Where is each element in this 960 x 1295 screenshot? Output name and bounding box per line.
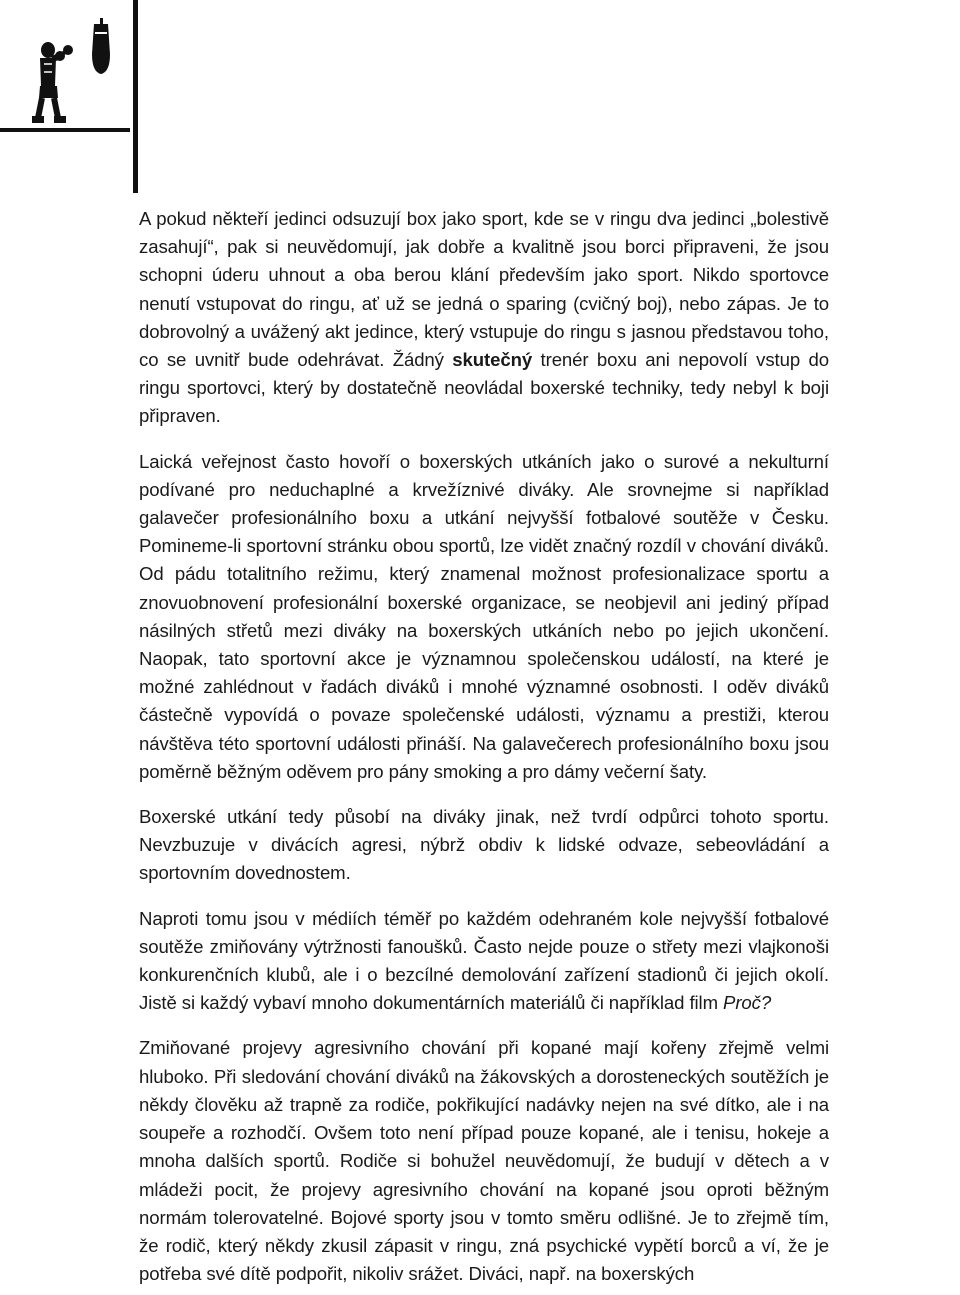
paragraph-4-text: Naproti tomu jsou v médiích téměř po každém odehraném kole nejvyšší fotbalové soutěže zmiňovány výtržnosti fanoušků. Často nejde pouze o střety mezi vlajkonoši konkurenčních klubů, ale i o bezcílné demolování zařízení stadionů či jejich okolí. Jistě si každý vybaví mnoho dokumentárních materiálů či například film (139, 907, 829, 1014)
paragraph-3: Boxerské utkání tedy působí na diváky jinak, než tvrdí odpůrci tohoto sportu. Nevzbuzuje v divácích agresi, nýbrž obdiv k lidské odvaze, sebeovládání a sportovním dovednostem. (139, 806, 829, 884)
article-body (139, 205, 829, 1288)
paragraph-1 (139, 205, 829, 431)
paragraph-2: Laická veřejnost často hovoří o boxerských utkáních jako o surové a nekulturní podívané pro neduchaplné a krvežíznivé diváky. Ale srovnejme si například galavečer profesionálního boxu a utkání nejvyšší fotbalové soutěže v Česku. Pomineme-li sportovní stránku obou sportů, lze vidět značný rozdíl v chování diváků. Od pádu totalitního režimu, který znamenal možnost profesionalizace sportu a znovuobnovení profesionální boxerské organizace, se neobjevil ani jediný případ násilných střetů mezi diváky na boxerských utkáních nebo po jejich ukončení. Naopak, tato sportovní akce je významnou společenskou událostí, na které je možné zahlédnout v řadách diváků i mnohé významné osobnosti. I oděv diváků částečně vypovídá o povaze společenské události, významu a prestiži, kterou návštěva této sportovní události přináší. Na galavečerech profesionálního boxu jsou poměrně běžným oděvem pro pány smoking a pro dámy večerní šaty. (139, 450, 829, 782)
film-title: Proč? (723, 992, 772, 1014)
crop-mark-vertical (133, 0, 138, 193)
emphasis-bold: skutečný (452, 349, 533, 371)
paragraph-5: Zmiňované projevy agresivního chování při kopané mají kořeny zřejmě velmi hluboko. Při sledování chování diváků na žákovských a dorosteneckých soutěžích je někdy člověku až trapně za rodiče, pokřikující nadávky nejen na své dítko, ale i na soupeře a rozhodčí. Ovšem toto není případ pouze kopané, ale i tenisu, hokeje a mnoha dalších sportů. Rodiče si bohužel neuvědomují, že budují v dětech a v mládeži pocit, že projevy agresivního chování na kopané jsou oproti běžným normám tolerovatelné. Bojové sporty jsou v tomto směru odlišné. Je to zřejmě tím, že rodič, který někdy zkusil zápasit v ringu, zná psychické vypětí borců a ví, že je potřeba své dítě podpořit, nikoliv srážet. Diváci, např. na boxerských (139, 1037, 829, 1285)
paragraph-1-text-end: trenér boxu ani nepovolí vstup do ringu sportovci, který by dostatečně neovládal boxerské techniky, tedy nebyl k boji připraven. (139, 349, 829, 427)
paragraph-1-text: A pokud někteří jedinci odsuzují box jako sport, kde se v ringu dva jedinci „bolestivě zasahují“, pak si neuvědomují, jak dobře a kvalitně jsou borci připraveni, že jsou schopni úderu uhnout a oba berou klání především jako sport. Nikdo sportovce nenutí vstupovat do ringu, ať už se jedná o sparing (cvičný boj), nebo zápas. Je to dobrovolný a uvážený akt jedince, který vstupuje do ringu s jasnou představou toho, co se uvnitř bude odehrávat. Žádný (139, 208, 829, 371)
boxer-with-punching-bag-icon (28, 14, 120, 136)
paragraph-4 (139, 905, 829, 1018)
